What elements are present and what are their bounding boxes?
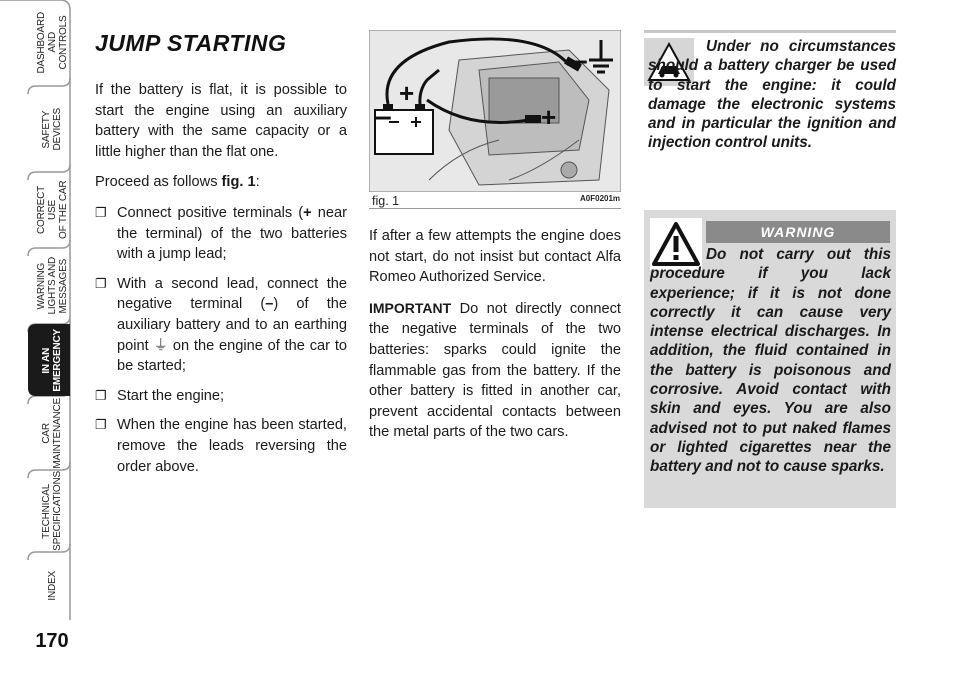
chapter-tab-correct-use-of-the-car[interactable] [30, 176, 74, 244]
chapter-tab-label: WARNING LIGHTS AND MESSAGES [35, 257, 69, 315]
step-text: With a second lead, connect the negative terminal (–) of the auxiliary battery and to an earthing point ⏚ on the engine of the car to be started; [117, 275, 347, 375]
chapter-tab-index[interactable] [30, 556, 74, 616]
chapter-tab-label: CORRECT USE OF THE CAR [35, 180, 69, 240]
notes-column [369, 226, 621, 453]
step-item [95, 274, 347, 377]
figure-reference[interactable]: fig. 1 [221, 174, 256, 191]
step-text: Connect positive terminals (+ near the terminal) of the two batteries with a jump lead; [117, 204, 347, 263]
page-title: JUMP STARTING [95, 30, 287, 56]
figure-code: A0F0201m [580, 194, 621, 203]
intro-paragraph: If the battery is flat, it is possible to start the engine using an auxiliary battery with the same capacity or a little higher than the flat one. [95, 82, 347, 160]
checkbox-icon: ❐ [95, 204, 107, 220]
chapter-tab-car-maintenance[interactable] [30, 397, 74, 469]
chapter-tab-technical-specifications[interactable] [30, 471, 74, 551]
step-item [95, 203, 347, 265]
checkbox-icon: ❐ [95, 275, 107, 291]
chapter-tab-label: DASHBOARD AND CONTROLS [35, 12, 69, 74]
chapter-tab-label: TECHNICAL SPECIFICATIONS [41, 471, 63, 551]
warning-badge: WARNING [706, 221, 890, 243]
step-text: When the engine has been started, remove the leads reversing the order above. [117, 417, 347, 475]
figure-caption: fig. 1 [372, 194, 400, 208]
step-list [95, 203, 347, 477]
figure-divider [369, 208, 621, 209]
chapter-tab-label: SAFETY DEVICES [41, 107, 63, 151]
chapter-tab-safety-devices[interactable] [30, 90, 74, 168]
jump-start-figure [369, 30, 621, 192]
page-number: 170 [35, 630, 69, 652]
proceed-suffix: : [255, 174, 260, 191]
minus-label: – [375, 100, 392, 133]
caution-note [644, 30, 896, 33]
proceed-text: Proceed as follows [95, 174, 222, 191]
step-text: Start the engine; [117, 387, 225, 404]
chapter-tabs [0, 0, 78, 677]
important-label: IMPORTANT [369, 299, 452, 316]
proceed-paragraph [95, 172, 347, 193]
chapter-tab-in-an-emergency[interactable] [30, 328, 74, 392]
important-paragraph [369, 298, 621, 443]
plus-label-engine: + [541, 102, 557, 132]
chapter-tab-warning-lights-and-messages[interactable] [30, 252, 74, 320]
after-attempts-paragraph: If after a few attempts the engine does not start, do not insist but contact Alfa Romeo Authorized Service. [369, 228, 621, 286]
instructions-column [95, 80, 347, 486]
checkbox-icon: ❐ [95, 417, 107, 433]
plus-label: + [399, 78, 415, 108]
caution-text: Under no circumstances should a battery charger be used to start the engine: it could damage the electronic systems and in particular the ignition and injection control units. [648, 38, 896, 152]
step-item [95, 386, 347, 407]
minus-ground-label: – [571, 44, 588, 77]
chapter-tab-label: INDEX [46, 571, 58, 601]
chapter-tab-label: CAR MAINTENANCE [41, 397, 63, 469]
chapter-tab-label: IN AN EMERGENCY [41, 328, 63, 392]
step-item [95, 415, 347, 477]
warning-text: Do not carry out this procedure if you lack experience; if it is not done correctly it can cause very intense electrical discharges. In addition, the fluid contained in the battery is poisonous and corrosive. Avoid contact with skin and eyes. You are also advised not to put naked flames or lighted cigarettes near the battery and not to cause sparks. [650, 246, 891, 476]
important-text: Do not directly connect the negative terminals of the two batteries: sparks could ignite the flammable gas from the battery. If the other battery is fitted in another car, prevent accidental contacts between the metal parts of the two cars. [369, 300, 621, 441]
chapter-tab-dashboard-and-controls[interactable] [30, 4, 74, 82]
checkbox-icon: ❐ [95, 387, 107, 403]
